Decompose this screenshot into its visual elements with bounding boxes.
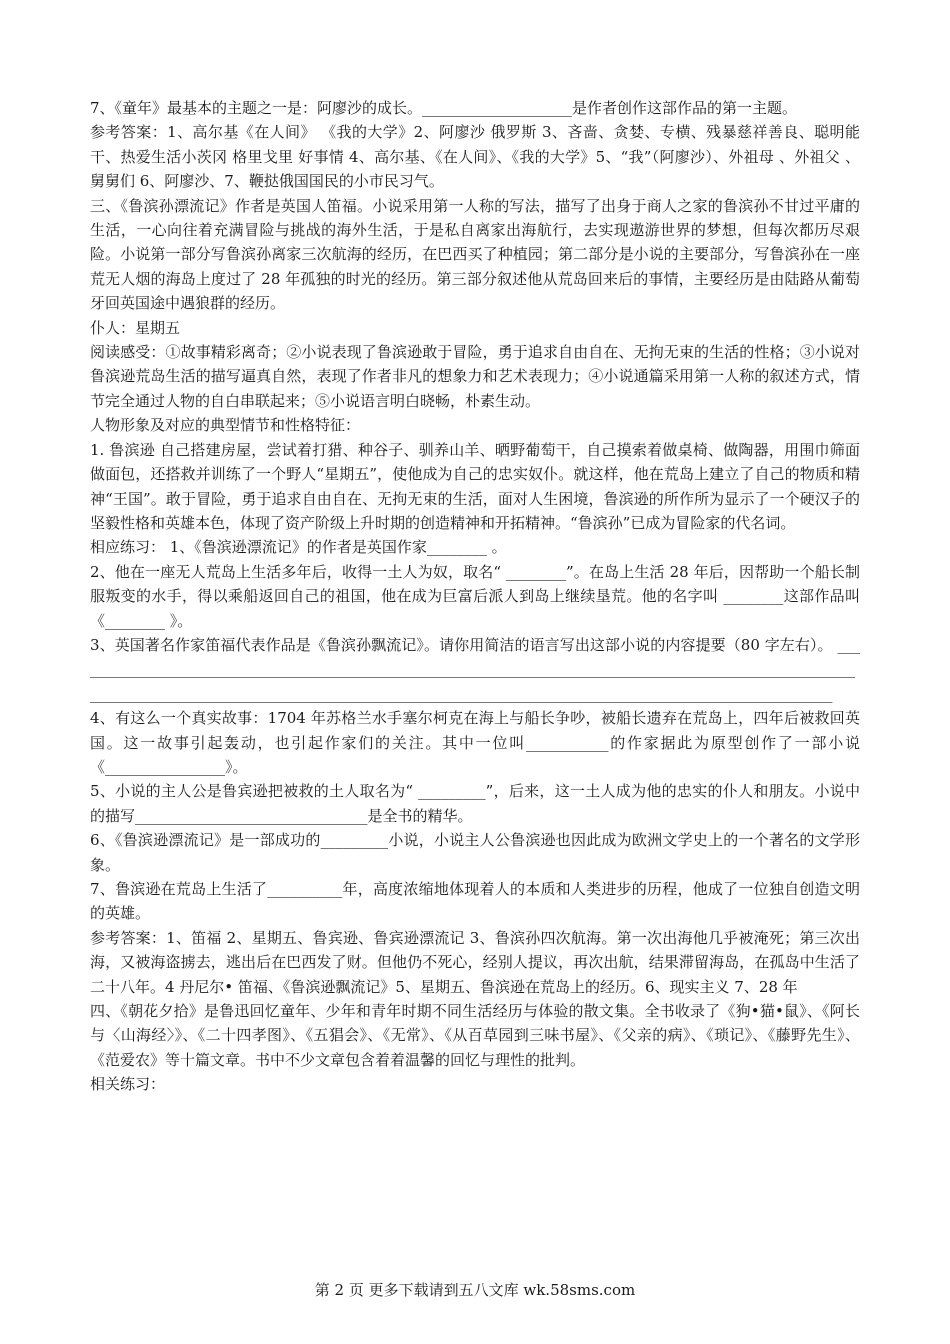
related-exercises-heading: 相关练习：	[90, 1075, 166, 1094]
character-robinson: 1. 鲁滨逊 自己搭建房屋，尝试着打猎、种谷子、驯养山羊、晒野葡萄干，自己摸索着做桌椅、做陶器，用围巾筛面做面包，还搭救并训练了一个野人“星期五”，使他成为自己的忠实奴仆。就这样，他在荒岛上建立了自己的物质和精神“王国”。敢于冒险，勇于追求自由自在、无拘无束的生活，面对人生困境，鲁滨逊的所作所为显示了一个硬汉子的坚毅性格和英雄本色，体现了资产阶级上升时期的创造精神和开拓精神。“鲁滨孙”已成为冒险家的代名词。	[90, 440, 860, 532]
document-body	[90, 96, 860, 1097]
servant-friday: 仆人：星期五	[90, 318, 181, 337]
reference-answers-robinson: 参考答案：1、笛福 2、星期五、鲁宾逊、鲁宾逊漂流记 3、鲁滨孙四次航海。第一次出海他几乎被淹死；第三次出海，又被海盗掳去，逃出后在巴西发了财。但他仍不死心，经别人提议，再次出航，结果滞留海岛，在孤岛中生活了二十八年。4 丹尼尔• 笛福、《鲁滨逊飘流记》5、星期五、鲁滨逊在荒岛上的经历。6、现实主义 7、28 年	[90, 928, 860, 996]
exercise-3: 3、英国著名作家笛福代表作品是《鲁滨孙飘流记》。请你用简洁的语言写出这部小说的内容提要（80 字左右）。 ____________________________________________________________________________________________________________________________________________________________________________________________________________	[90, 635, 860, 703]
reading-impressions: 阅读感受：①故事精彩离奇；②小说表现了鲁滨逊敢于冒险，勇于追求自由自在、无拘无束的生活的性格；③小说对鲁滨逊荒岛生活的描写逼真自然，表现了作者非凡的想象力和艺术表现力；④小说通篇采用第一人称的叙述方式，情节完全通过人物的自白串联起来；⑤小说语言明白晓畅，朴素生动。	[90, 343, 860, 410]
exercise-5: 5、小说的主人公是鲁宾逊把被救的土人取名为“ _________”，后来，这一土人成为他的忠实的仆人和朋友。小说中的描写_______________________________是全书的精华。	[90, 782, 860, 825]
exercise-1: 相应练习： 1、《鲁滨逊漂流记》的作者是英国作家________ 。	[90, 538, 507, 557]
section-3-robinson-crusoe-intro: 三、《鲁滨孙漂流记》作者是英国人笛福。小说采用第一人称的写法，描写了出身于商人之家的鲁滨孙不甘过平庸的生活，一心向往着充满冒险与挑战的海外生活，于是私自离家出海航行，去实现遨游世界的梦想，但每次都历尽艰险。小说第一部分写鲁滨孙离家三次航海的经历，在巴西买了种植园；第二部分是小说的主要部分，写鲁滨孙在一座荒无人烟的海岛上度过了 28 年孤独的时光的经历。第三部分叙述他从荒岛回来后的事情，主要经历是由陆路从葡萄牙回英国途中遇狼群的经历。	[90, 196, 860, 313]
character-heading: 人物形象及对应的典型情节和性格特征：	[90, 416, 361, 435]
section-4-dawn-blossoms: 四、《朝花夕拾》是鲁迅回忆童年、少年和青年时期不同生活经历与体验的散文集。全书收录了《狗•猫•鼠》、《阿长与〈山海经〉》、《二十四孝图》、《五猖会》、《无常》、《从百草园到三味书屋》、《父亲的病》、《琐记》、《藤野先生》、《范爱农》等十篇文章。书中不少文章包含着着温馨的回忆与理性的批判。	[90, 1002, 860, 1069]
question-7-childhood-theme: 7、《童年》最基本的主题之一是：阿廖沙的成长。____________________是作者创作这部作品的第一主题。	[90, 99, 798, 117]
exercise-2: 2、他在一座无人荒岛上生活多年后，收得一土人为奴，取名“ ________”。在岛上生活 28 年后，因帮助一个船长制服叛变的水手，得以乘船返回自己的祖国，他在成为巨富后派人到岛上继续垦荒。他的名字叫 ________这部作品叫《________ 》。	[90, 562, 860, 630]
reference-answers-childhood: 参考答案：1、高尔基《在人间》 《我的大学》2、阿廖沙 俄罗斯 3、吝啬、贪婪、专横、残暴慈祥善良、聪明能干、热爱生活小茨冈 格里戈里 好事情 4、高尔基、《在人间》、《我的大学》5、“我”（阿廖沙）、外祖母 、外祖父 、舅舅们 6、阿廖沙、7、鞭挞俄国国民的小市民习气。	[90, 123, 860, 191]
exercise-7: 7、鲁滨逊在荒岛上生活了__________年，高度浓缩地体现着人的本质和人类进步的历程，他成了一位独自创造文明的英雄。	[90, 880, 860, 923]
exercise-4: 4、有这么一个真实故事：1704 年苏格兰水手塞尔柯克在海上与船长争吵，被船长遗弃在荒岛上，四年后被救回英国。这一故事引起轰动，也引起作家们的关注。其中一位叫___________的作家据此为原型创作了一部小说《________________》。	[90, 709, 860, 776]
exercise-6: 6、《鲁滨逊漂流记》是一部成功的_________小说，小说主人公鲁滨逊也因此成为欧洲文学史上的一个著名的文学形象。	[90, 831, 860, 874]
page-footer: 第 2 页 更多下载请到五八文库 wk.58sms.com	[314, 1281, 636, 1299]
